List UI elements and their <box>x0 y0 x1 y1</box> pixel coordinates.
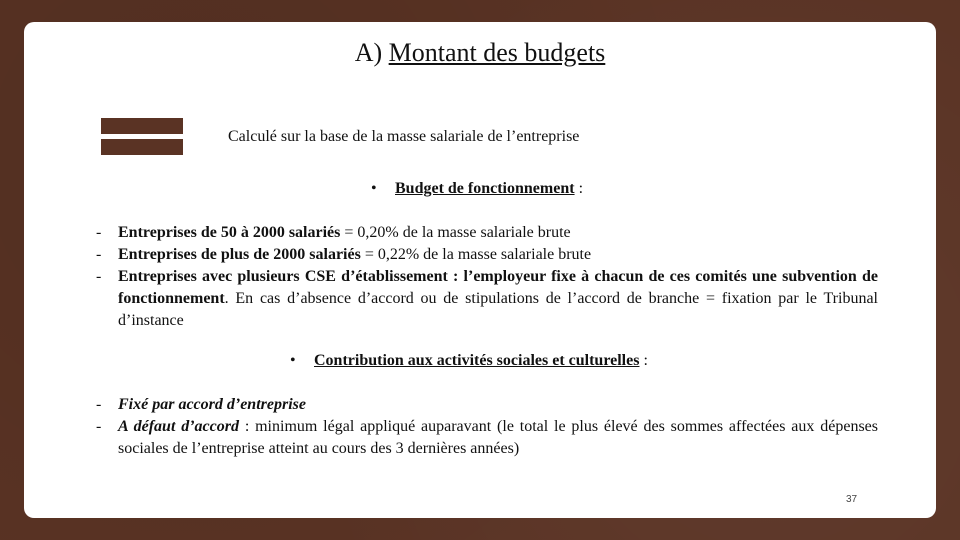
list-item <box>96 416 878 460</box>
section2-heading <box>290 350 648 372</box>
list-item-text: = 0,20% de la masse salariale brute <box>340 224 571 241</box>
list-item <box>96 394 878 416</box>
list-item-bold: Entreprises de plus de 2000 salariés <box>118 246 361 263</box>
list-item <box>96 222 878 244</box>
list-item <box>96 244 878 266</box>
decorative-bar-bottom <box>101 139 183 155</box>
list-item-text: . En cas d’absence d’accord ou de stipulations de l’accord de branche = fixation par le Tribunal d’instance <box>118 290 878 329</box>
bullet-icon: • <box>371 180 377 197</box>
dash-icon: - <box>96 268 102 285</box>
title-prefix: A) <box>354 38 389 67</box>
section2-heading-suffix: : <box>639 352 648 369</box>
dash-icon: - <box>96 418 102 435</box>
title-main: Montant des budgets <box>388 38 606 67</box>
page-title <box>0 36 960 70</box>
section2-list <box>96 394 878 460</box>
dash-icon: - <box>96 396 102 413</box>
section1-heading <box>371 178 583 200</box>
list-item-text: = 0,22% de la masse salariale brute <box>360 246 592 263</box>
section1-heading-suffix: : <box>574 180 584 197</box>
section2-heading-text: Contribution aux activités sociales et culturelles <box>314 352 640 369</box>
list-item-text: : minimum légal appliqué auparavant (le total le plus élevé des sommes affectées aux dépenses sociales de l’entreprise atteint au cours des 3 dernières années) <box>118 418 879 457</box>
bullet-icon: • <box>290 352 296 369</box>
list-item-bold: Entreprises avec plusieurs CSE d’établissement : l’employeur fixe à chacun de ces comités une subvention de fonctionnement <box>118 268 878 307</box>
section1-heading-text: Budget de fonctionnement <box>395 180 575 197</box>
list-item-bold-italic: A défaut d’accord <box>118 418 239 435</box>
list-item <box>96 266 878 332</box>
decorative-bar-top <box>101 118 183 134</box>
subtitle: Calculé sur la base de la masse salariale de l’entreprise <box>228 128 580 145</box>
section1-list <box>96 222 878 332</box>
list-item-bold-italic: Fixé par accord d’entreprise <box>118 396 306 413</box>
page-number: 37 <box>846 494 858 505</box>
dash-icon: - <box>96 224 102 241</box>
dash-icon: - <box>96 246 102 263</box>
list-item-bold: Entreprises de 50 à 2000 salariés <box>118 224 341 241</box>
